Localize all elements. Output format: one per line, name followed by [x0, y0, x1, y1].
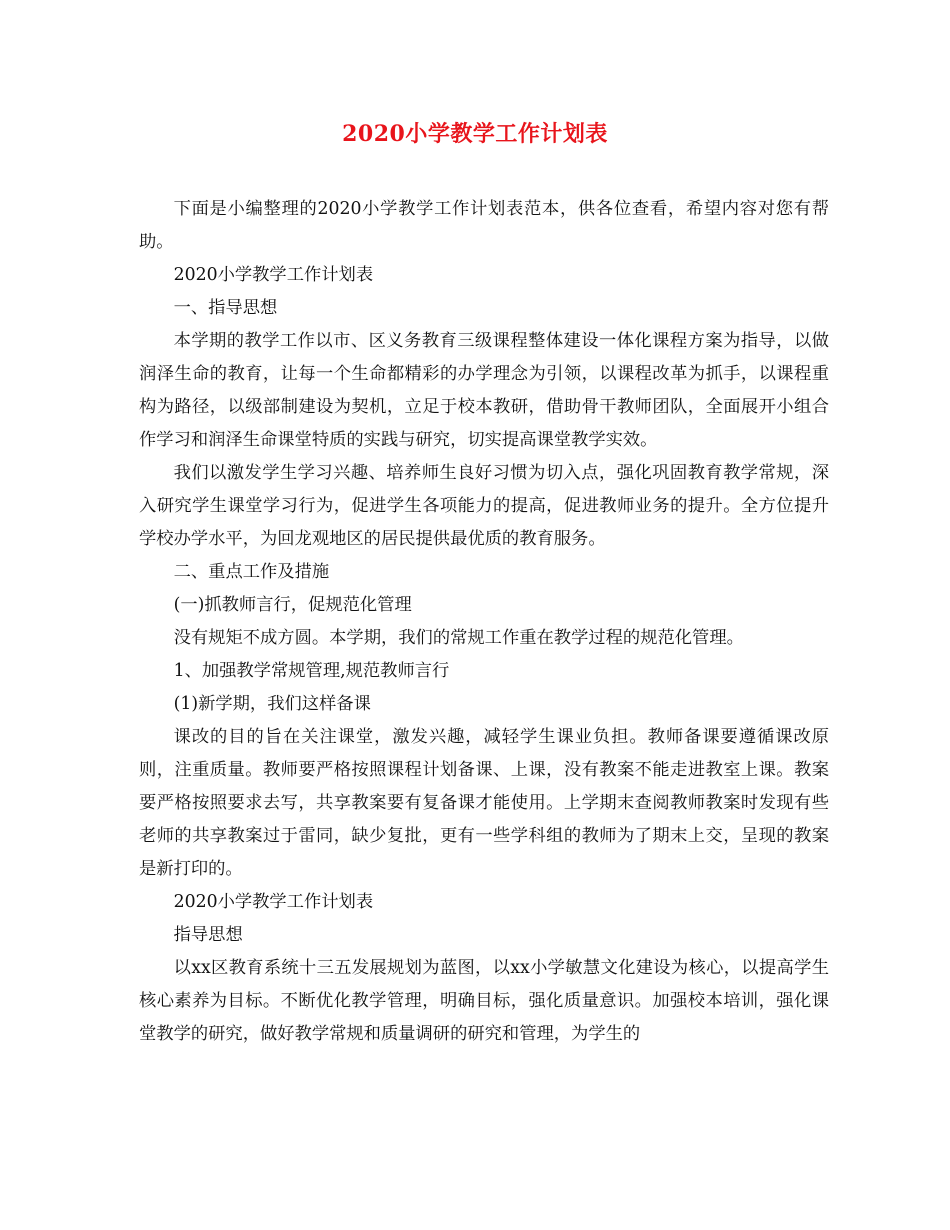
body-paragraph: 课改的目的旨在关注课堂，激发兴趣，减轻学生课业负担。教师备课要遵循课改原则，注重质量。教师要严格按照课程计划备课、上课，没有教案不能走进教室上课。教案要严格按照要求去写，共享教案要有复备课才能使用。上学期末查阅教师教案时发现有些老师的共享教案过于雷同，缺少复批，更有一些学科组的教师为了期末上交，呈现的教案是新打印的。: [139, 727, 829, 879]
body-paragraph: 没有规矩不成方圆。本学期，我们的常规工作重在教学过程的规范化管理。: [173, 628, 744, 648]
body-paragraph: 我们以激发学生学习兴趣、培养师生良好习惯为切入点，强化巩固教育教学常规，深入研究学生课堂学习行为，促进学生各项能力的提高，促进教师业务的提升。全方位提升学校办学水平，为回龙观地区的居民提供最优质的教育服务。: [139, 463, 829, 549]
document-title: 2020小学教学工作计划表: [342, 121, 608, 147]
heading-guiding-ideology: 一、指导思想: [173, 298, 278, 318]
heading-key-work: 二、重点工作及措施: [173, 562, 330, 582]
heading-guiding-ideology: 指导思想: [173, 925, 243, 945]
document-body: [139, 193, 829, 1051]
body-paragraph: 以xx区教育系统十三五发展规划为蓝图，以xx小学敏慧文化建设为核心，以提高学生核心素养为目标。不断优化教学管理，明确目标，强化质量意识。加强校本培训，强化课堂教学的研究，做好教学常规和质量调研的研究和管理，为学生的: [139, 958, 829, 1044]
body-paragraph: 本学期的教学工作以市、区义务教育三级课程整体建设一体化课程方案为指导，以做润泽生命的教育，让每一个生命都精彩的办学理念为引领，以课程改革为抓手，以课程重构为路径，以级部制建设为契机，立足于校本教研，借助骨干教师团队，全面展开小组合作学习和润泽生命课堂特质的实践与研究，切实提高课堂教学实效。: [139, 331, 829, 450]
intro-paragraph: 下面是小编整理的2020小学教学工作计划表范本，供各位查看，希望内容对您有帮助。: [139, 199, 829, 252]
section-heading: 2020小学教学工作计划表: [173, 892, 374, 912]
subheading: 1、加强教学常规管理,规范教师言行: [173, 661, 450, 681]
section-heading: 2020小学教学工作计划表: [173, 265, 374, 285]
subheading: (一)抓教师言行，促规范化管理: [173, 595, 412, 615]
subheading: (1)新学期，我们这样备课: [173, 694, 371, 714]
